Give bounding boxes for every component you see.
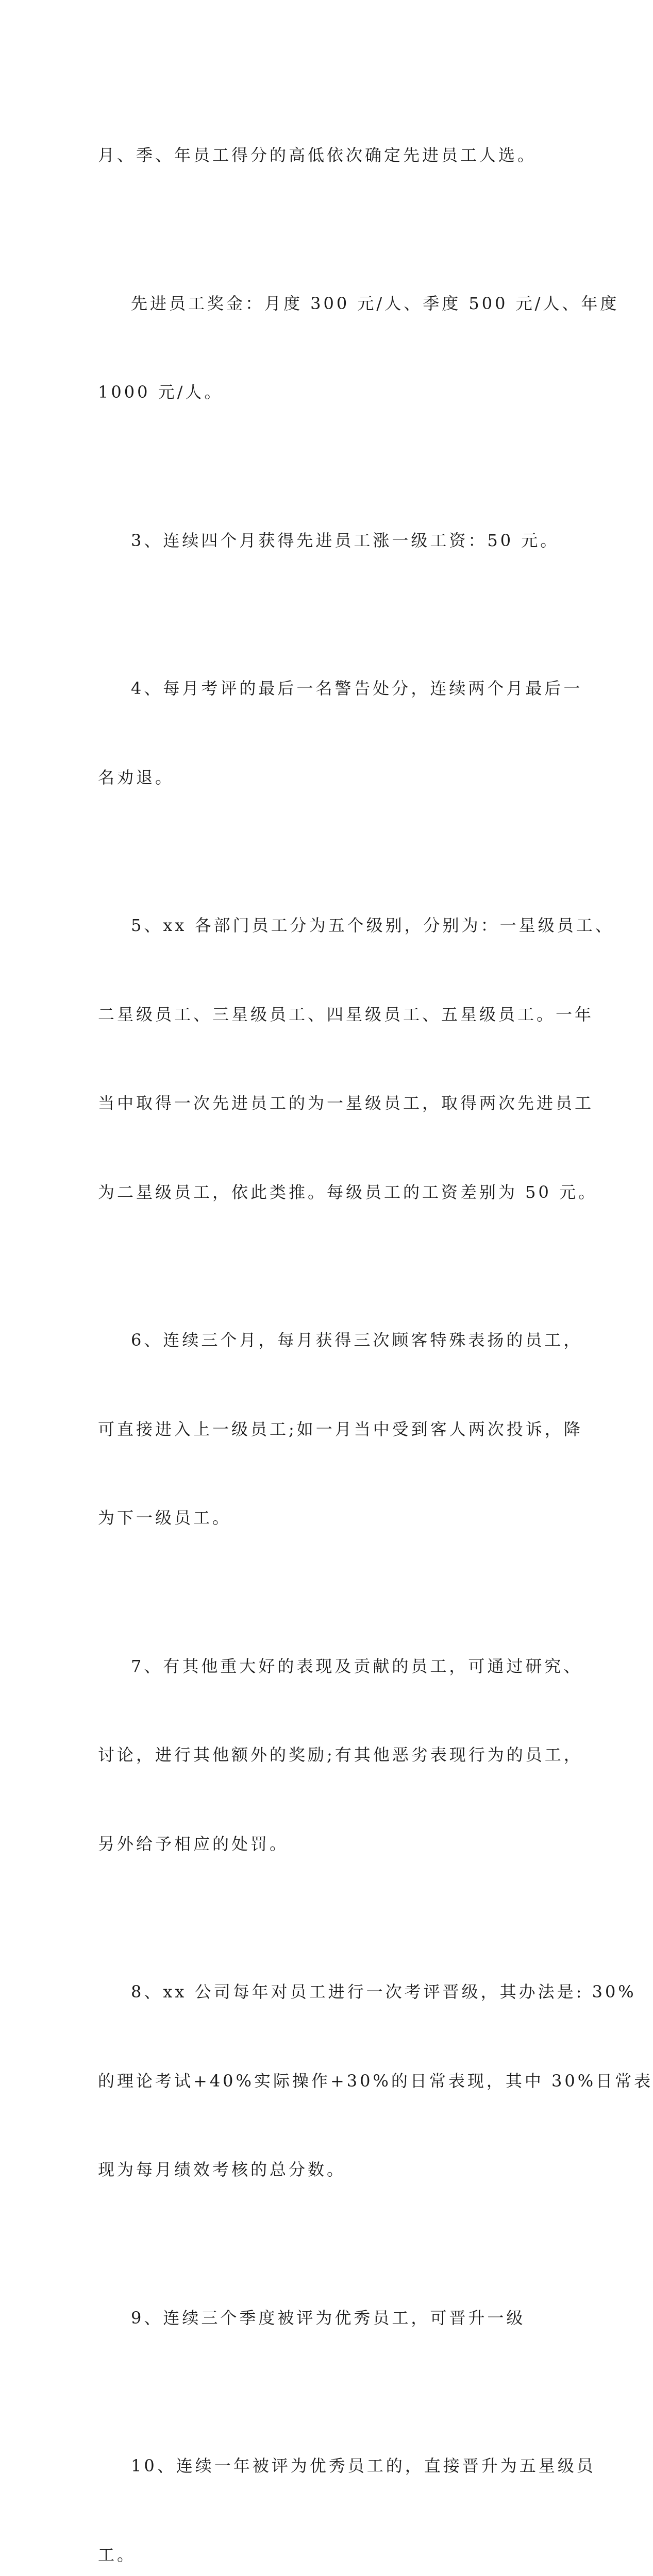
- paragraph-line: 先进员工奖金：月度 300 元/人、季度 500 元/人、年度: [131, 293, 619, 313]
- paragraph-line: 为二星级员工，依此类推。每级员工的工资差别为 50 元。: [98, 1182, 598, 1202]
- paragraph-line: 7、有其他重大好的表现及贡献的员工，可通过研究、: [131, 1656, 583, 1676]
- paragraph-line: 4、每月考评的最后一名警告处分，连续两个月最后一: [131, 679, 583, 698]
- document-body: [98, 81, 653, 2576]
- paragraph-2: [98, 230, 619, 467]
- paragraph-4: [98, 615, 583, 852]
- paragraph-5: [98, 852, 614, 1266]
- paragraph-10: [98, 2392, 596, 2576]
- paragraph-line: 3、连续四个月获得先进员工涨一级工资：50 元。: [131, 530, 560, 550]
- paragraph-7: [98, 1592, 583, 1919]
- paragraph-line: 讨论，进行其他额外的奖励;有其他恶劣表现行为的员工，: [98, 1745, 583, 1765]
- paragraph-line: 月、季、年员工得分的高低依次确定先进员工人选。: [98, 145, 537, 165]
- paragraph-line: 9、连续三个季度被评为优秀员工，可晋升一级: [131, 2308, 526, 2328]
- paragraph-line: 的理论考试+40%实际操作+30%的日常表现，其中 30%日常表: [98, 2071, 653, 2091]
- paragraph-line: 6、连续三个月，每月获得三次顾客特殊表扬的员工，: [131, 1330, 583, 1350]
- paragraph-line: 另外给予相应的处罚。: [98, 1834, 289, 1854]
- paragraph-9: [98, 2244, 541, 2393]
- paragraph-line: 10、连续一年被评为优秀员工的，直接晋升为五星级员: [131, 2456, 596, 2476]
- paragraph-3: [98, 467, 560, 615]
- paragraph-line: 8、xx 公司每年对员工进行一次考评晋级，其办法是: 30%: [131, 1982, 637, 2002]
- paragraph-line: 当中取得一次先进员工的为一星级员工，取得两次先进员工: [98, 1093, 594, 1113]
- paragraph-line: 可直接进入上一级员工;如一月当中受到客人两次投诉，降: [98, 1419, 583, 1439]
- paragraph-line: 5、xx 各部门员工分为五个级别，分别为：一星级员工、: [131, 916, 614, 935]
- paragraph-1: [98, 81, 541, 230]
- paragraph-6: [98, 1266, 583, 1592]
- paragraph-line: 1000 元/人。: [98, 382, 224, 402]
- paragraph-line: 二星级员工、三星级员工、四星级员工、五星级员工。一年: [98, 1004, 594, 1024]
- paragraph-line: 名劝退。: [98, 767, 175, 787]
- paragraph-line: 工。: [98, 2545, 137, 2565]
- paragraph-8: [98, 1918, 653, 2244]
- paragraph-line: 现为每月绩效考核的总分数。: [98, 2160, 346, 2179]
- paragraph-line: 为下一级员工。: [98, 1508, 232, 1528]
